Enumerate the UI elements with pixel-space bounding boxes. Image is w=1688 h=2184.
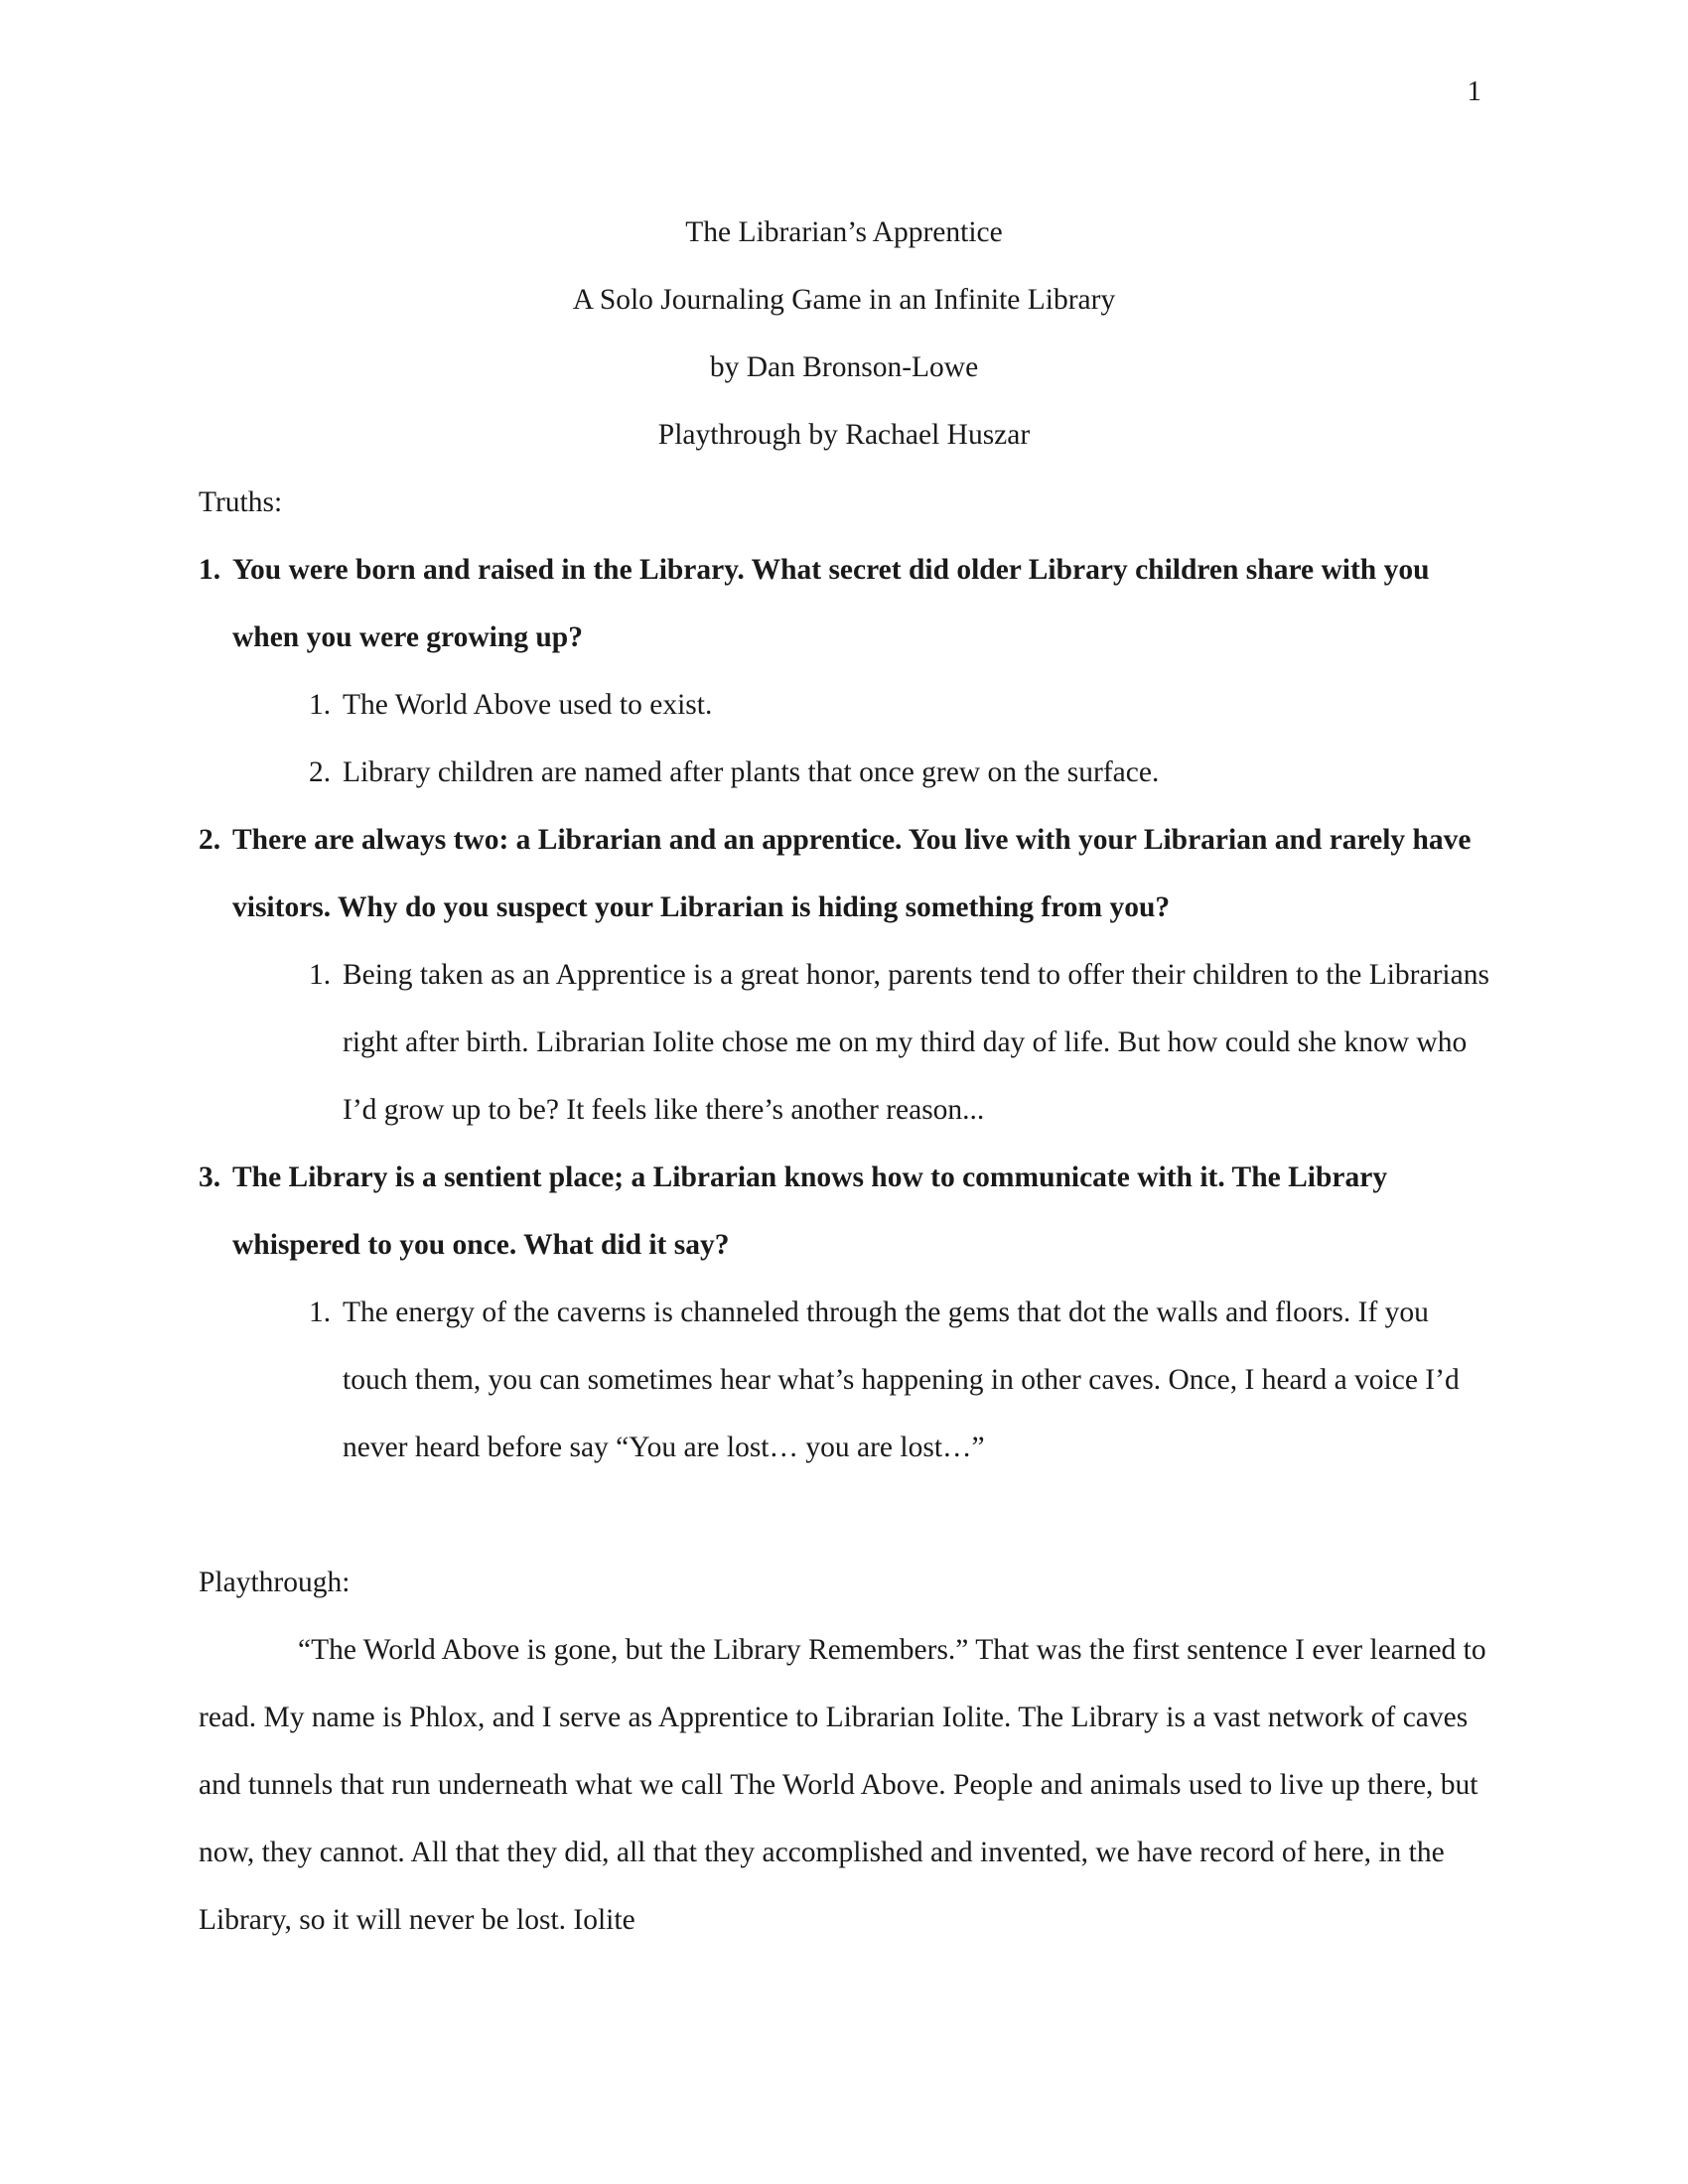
answer-text: Being taken as an Apprentice is a great honor, parents tend to offer their children to the Librarians right after birth. Librarian Iolite chose me on my third day of life. But how could she know who I’d grow up to be? It feels like there’s another reason... xyxy=(343,959,1489,1126)
list-number: 1. xyxy=(309,689,332,721)
page-number: 1 xyxy=(1467,75,1481,107)
list-number: 2. xyxy=(309,756,332,788)
list-number: 2. xyxy=(199,824,221,856)
playthrough-paragraph: “The World Above is gone, but the Library Remembers.” That was the first sentence I ever learned to read. My name is Phlox, and I serve as Apprentice to Librarian Iolite. The Library is a vast network of caves and tunnels that run underneath what we call The World Above. People and animals used to live up there, but now, they cannot. All that they did, all that they accomplished and invented, we have record of here, in the Library, so it will never be lost. Iolite xyxy=(199,1634,1486,1936)
truth-question xyxy=(199,806,1489,941)
answer-text: The World Above used to exist. xyxy=(343,689,713,721)
list-number: 1. xyxy=(309,1297,332,1328)
question-text: There are always two: a Librarian and an apprentice. You live with your Librarian and rarely have visitors. Why do you suspect your Librarian is hiding something from you? xyxy=(232,824,1472,923)
document-body xyxy=(199,199,1489,1954)
question-text: You were born and raised in the Library. What secret did older Library children share with you when you were growing up? xyxy=(232,554,1430,653)
playthrough-heading: Playthrough: xyxy=(199,1567,351,1598)
list-number: 1. xyxy=(199,554,221,586)
playthrough-credit: Playthrough by Rachael Huszar xyxy=(657,419,1031,451)
document-title: The Librarian’s Apprentice xyxy=(685,216,1003,248)
truth-answer xyxy=(199,1279,1489,1481)
list-number: 1. xyxy=(309,959,332,991)
truth-question xyxy=(199,1144,1489,1279)
answer-text: Library children are named after plants that once grew on the surface. xyxy=(343,756,1160,788)
blank-line xyxy=(199,1481,1489,1549)
truths-heading: Truths: xyxy=(199,486,283,518)
question-text: The Library is a sentient place; a Librarian knows how to communicate with it. The Library whispered to you once. What did it say? xyxy=(232,1161,1388,1261)
truth-answer xyxy=(199,941,1489,1144)
document-author: by Dan Bronson-Lowe xyxy=(709,351,979,383)
truth-answer xyxy=(199,671,1489,739)
list-number: 3. xyxy=(199,1161,221,1193)
answer-text: The energy of the caverns is channeled through the gems that dot the walls and floors. If you touch them, you can sometimes hear what’s happening in other caves. Once, I heard a voice I’d never heard before say “You are lost… you are lost…” xyxy=(343,1297,1460,1463)
truth-answer xyxy=(199,739,1489,806)
truth-question xyxy=(199,536,1489,671)
document-subtitle: A Solo Journaling Game in an Infinite Library xyxy=(572,284,1116,316)
